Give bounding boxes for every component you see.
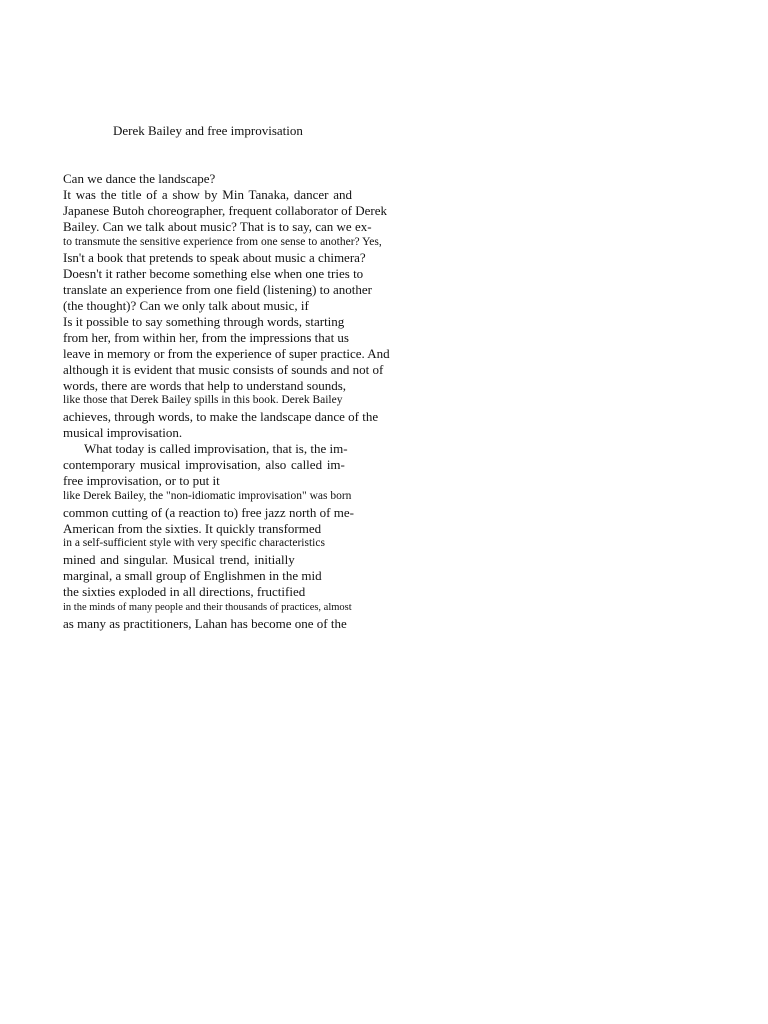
- text-line: Bailey. Can we talk about music? That is to say, can we ex-: [63, 218, 372, 234]
- text-line: musical improvisation.: [63, 425, 183, 441]
- document-title: Derek Bailey and free improvisation: [113, 123, 303, 138]
- text-line: Can we dance the landscape?: [63, 171, 216, 186]
- text-line: in a self-sufficient style with very specific characteristics: [63, 537, 325, 550]
- text-line: Isn't a book that pretends to speak about music a chimera?: [63, 250, 366, 266]
- text-line: American from the sixties. It quickly transformed: [63, 520, 322, 536]
- text-line: like those that Derek Bailey spills in this book. Derek Bailey: [63, 394, 343, 407]
- text-line: contemporary musical improvisation, also called im-: [63, 457, 345, 473]
- text-line: like Derek Bailey, the "non-idiomatic improvisation" was born: [63, 489, 352, 502]
- text-line: the sixties exploded in all directions, fructified: [63, 584, 306, 600]
- text-line: achieves, through words, to make the landscape dance of the: [63, 409, 379, 425]
- text-line: words, there are words that help to understand sounds,: [63, 377, 347, 393]
- text-line: although it is evident that music consists of sounds and not of: [63, 361, 384, 377]
- text-line: mined and singular. Musical trend, initially: [63, 552, 295, 568]
- text-line: to transmute the sensitive experience from one sense to another? Yes,: [63, 235, 382, 248]
- text-line: leave in memory or from the experience of super practice. And: [63, 345, 390, 361]
- paragraph-first-line: What today is called improvisation, that is, the im-: [84, 441, 348, 457]
- text-line: marginal, a small group of Englishmen in the mid: [63, 568, 322, 584]
- text-line: Is it possible to say something through words, starting: [63, 314, 345, 330]
- text-line: (the thought)? Can we only talk about music, if: [63, 298, 309, 314]
- text-line: It was the title of a show by Min Tanaka, dancer and: [63, 186, 352, 202]
- text-line: in the minds of many people and their thousands of practices, almost: [63, 602, 352, 614]
- text-line: common cutting of (a reaction to) free jazz north of me-: [63, 504, 354, 520]
- text-line: free improvisation, or to put it: [63, 472, 220, 488]
- text-line: Japanese Butoh choreographer, frequent collaborator of Derek: [63, 202, 387, 218]
- text-line: Doesn't it rather become something else when one tries to: [63, 266, 364, 282]
- body-text: [63, 171, 453, 632]
- text-line: as many as practitioners, Lahan has become one of the: [63, 615, 347, 631]
- text-line: translate an experience from one field (listening) to another: [63, 282, 372, 298]
- text-line: from her, from within her, from the impressions that us: [63, 329, 349, 345]
